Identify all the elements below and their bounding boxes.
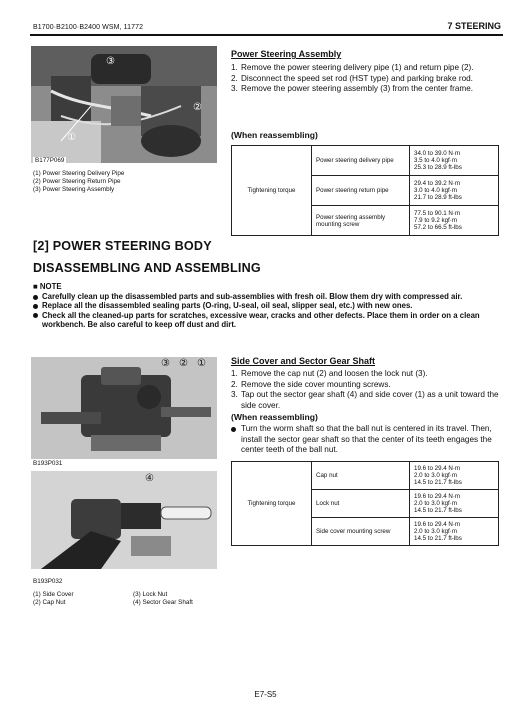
steps-list [231, 369, 499, 411]
figure-id: B177P069 [35, 157, 65, 164]
table-label: Tightening torque [232, 462, 312, 546]
page-number: E7-S5 [254, 690, 277, 699]
header-manual-id: B1700·B2100·B2400 WSM, 11772 [33, 24, 144, 31]
figure-caption-list [33, 170, 124, 194]
table-item: Cap nut [312, 462, 410, 490]
section-title-side-cover: Side Cover and Sector Gear Shaft [231, 356, 376, 366]
step-item: 1. Remove the cap nut (2) and loosen the lock nut (3). [231, 369, 428, 378]
figure-caption-list-left [33, 591, 74, 607]
callout-2: ② [179, 358, 188, 369]
table-values: 77.5 to 90.1 N·m 7.9 to 9.2 kgf·m 57.2 to 66.5 ft-lbs [410, 206, 499, 236]
table-item: Power steering return pipe [312, 176, 410, 206]
caption-item: (3) Lock Nut [133, 591, 168, 598]
step-item: 3. Remove the power steering assembly (3) from the center frame. [231, 84, 474, 94]
header-chapter: 7 STEERING [447, 21, 501, 31]
caption-item: (3) Power Steering Assembly [33, 186, 115, 193]
figure-steering-gearbox-photo [31, 357, 217, 459]
callout-3: ③ [106, 56, 115, 67]
torque-table-power-steering [231, 145, 499, 236]
reassembling-heading: (When reassembling) [231, 412, 318, 422]
section-title-power-steering-assembly: Power Steering Assembly [231, 49, 342, 59]
torque-table-side-cover [231, 461, 499, 546]
steps-list [231, 63, 499, 95]
step-item: 1. Remove the power steering delivery pipe (1) and return pipe (2). [231, 63, 474, 72]
figure-caption-list-right [133, 591, 193, 607]
figure-power-steering-photo [31, 46, 217, 163]
note-bullet: Check all the cleaned-up parts for scratches, excessive wear, cracks and other defects. Place them in order on a clean workbench. Be also careful to keep off dust and dirt. [33, 311, 501, 330]
note-bullet: Replace all the disassembled sealing parts (O-ring, U-seal, oil seal, slipper seal, etc.) with new ones. [33, 301, 501, 310]
table-values: 19.6 to 29.4 N·m 2.0 to 3.0 kgf·m 14.5 to 21.7 ft-lbs [410, 462, 499, 490]
note-bullet-list [33, 292, 501, 330]
header-rule [30, 34, 503, 36]
step-item: 2. Remove the side cover mounting screws. [231, 379, 391, 389]
caption-item: (4) Sector Gear Shaft [133, 599, 193, 606]
table-item: Side cover mounting screw [312, 518, 410, 546]
caption-item: (1) Side Cover [33, 591, 74, 598]
table-values: 34.0 to 39.0 N·m 3.5 to 4.0 kgf·m 25.3 to 28.9 ft-lbs [410, 146, 499, 176]
callout-1: ① [197, 358, 206, 369]
figure-id: B193P032 [33, 578, 63, 585]
engine-photo-illustration [31, 46, 217, 163]
step-item: 2. Disconnect the speed set rod (HST type) and parking brake rod. [231, 73, 473, 83]
caption-item: (1) Power Steering Delivery Pipe [33, 170, 125, 177]
table-row [232, 462, 499, 490]
callout-3: ③ [161, 358, 170, 369]
callout-2: ② [193, 102, 202, 113]
sector-gear-photo-illustration [31, 471, 217, 569]
table-values: 19.6 to 29.4 N·m 2.0 to 3.0 kgf·m 14.5 to 21.7 ft-lbs [410, 518, 499, 546]
note-bullet: Carefully clean up the disassembled parts and sub-assemblies with fresh oil. Blow them dry with compressed air. [33, 292, 501, 301]
table-item: Power steering delivery pipe [312, 146, 410, 176]
table-values: 19.6 to 29.4 N·m 2.0 to 3.0 kgf·m 14.5 to 21.7 ft-lbs [410, 490, 499, 518]
table-values: 29.4 to 39.2 N·m 3.0 to 4.0 kgf·m 21.7 to 28.9 ft-lbs [410, 176, 499, 206]
table-label: Tightening torque [232, 146, 312, 236]
table-item: Lock nut [312, 490, 410, 518]
figure-id: B193P031 [33, 460, 63, 467]
table-row [232, 146, 499, 176]
reassembling-heading: (When reassembling) [231, 130, 318, 140]
step-item: 3. Tap out the sector gear shaft (4) and side cover (1) as a unit toward the side cover. [231, 390, 499, 410]
gearbox-photo-illustration [31, 357, 217, 459]
caption-item: (2) Cap Nut [33, 599, 66, 606]
callout-1: ① [67, 132, 76, 143]
table-item: Power steering assembly mounting screw [312, 206, 410, 236]
bullet-dot [231, 427, 236, 432]
section-subheading: DISASSEMBLING AND ASSEMBLING [33, 261, 261, 275]
reassembling-bullet: Turn the worm shaft so that the ball nut is centered in its travel. Then, install the sector gear shaft so that the center of its teeth engages the center teeth of the ball nut. [231, 424, 499, 456]
section-heading: [2] POWER STEERING BODY [33, 239, 212, 253]
callout-4: ④ [145, 473, 154, 484]
note-label: ■ NOTE [33, 282, 62, 291]
caption-item: (2) Power Steering Return Pipe [33, 178, 121, 185]
figure-sector-gear-photo [31, 471, 217, 569]
